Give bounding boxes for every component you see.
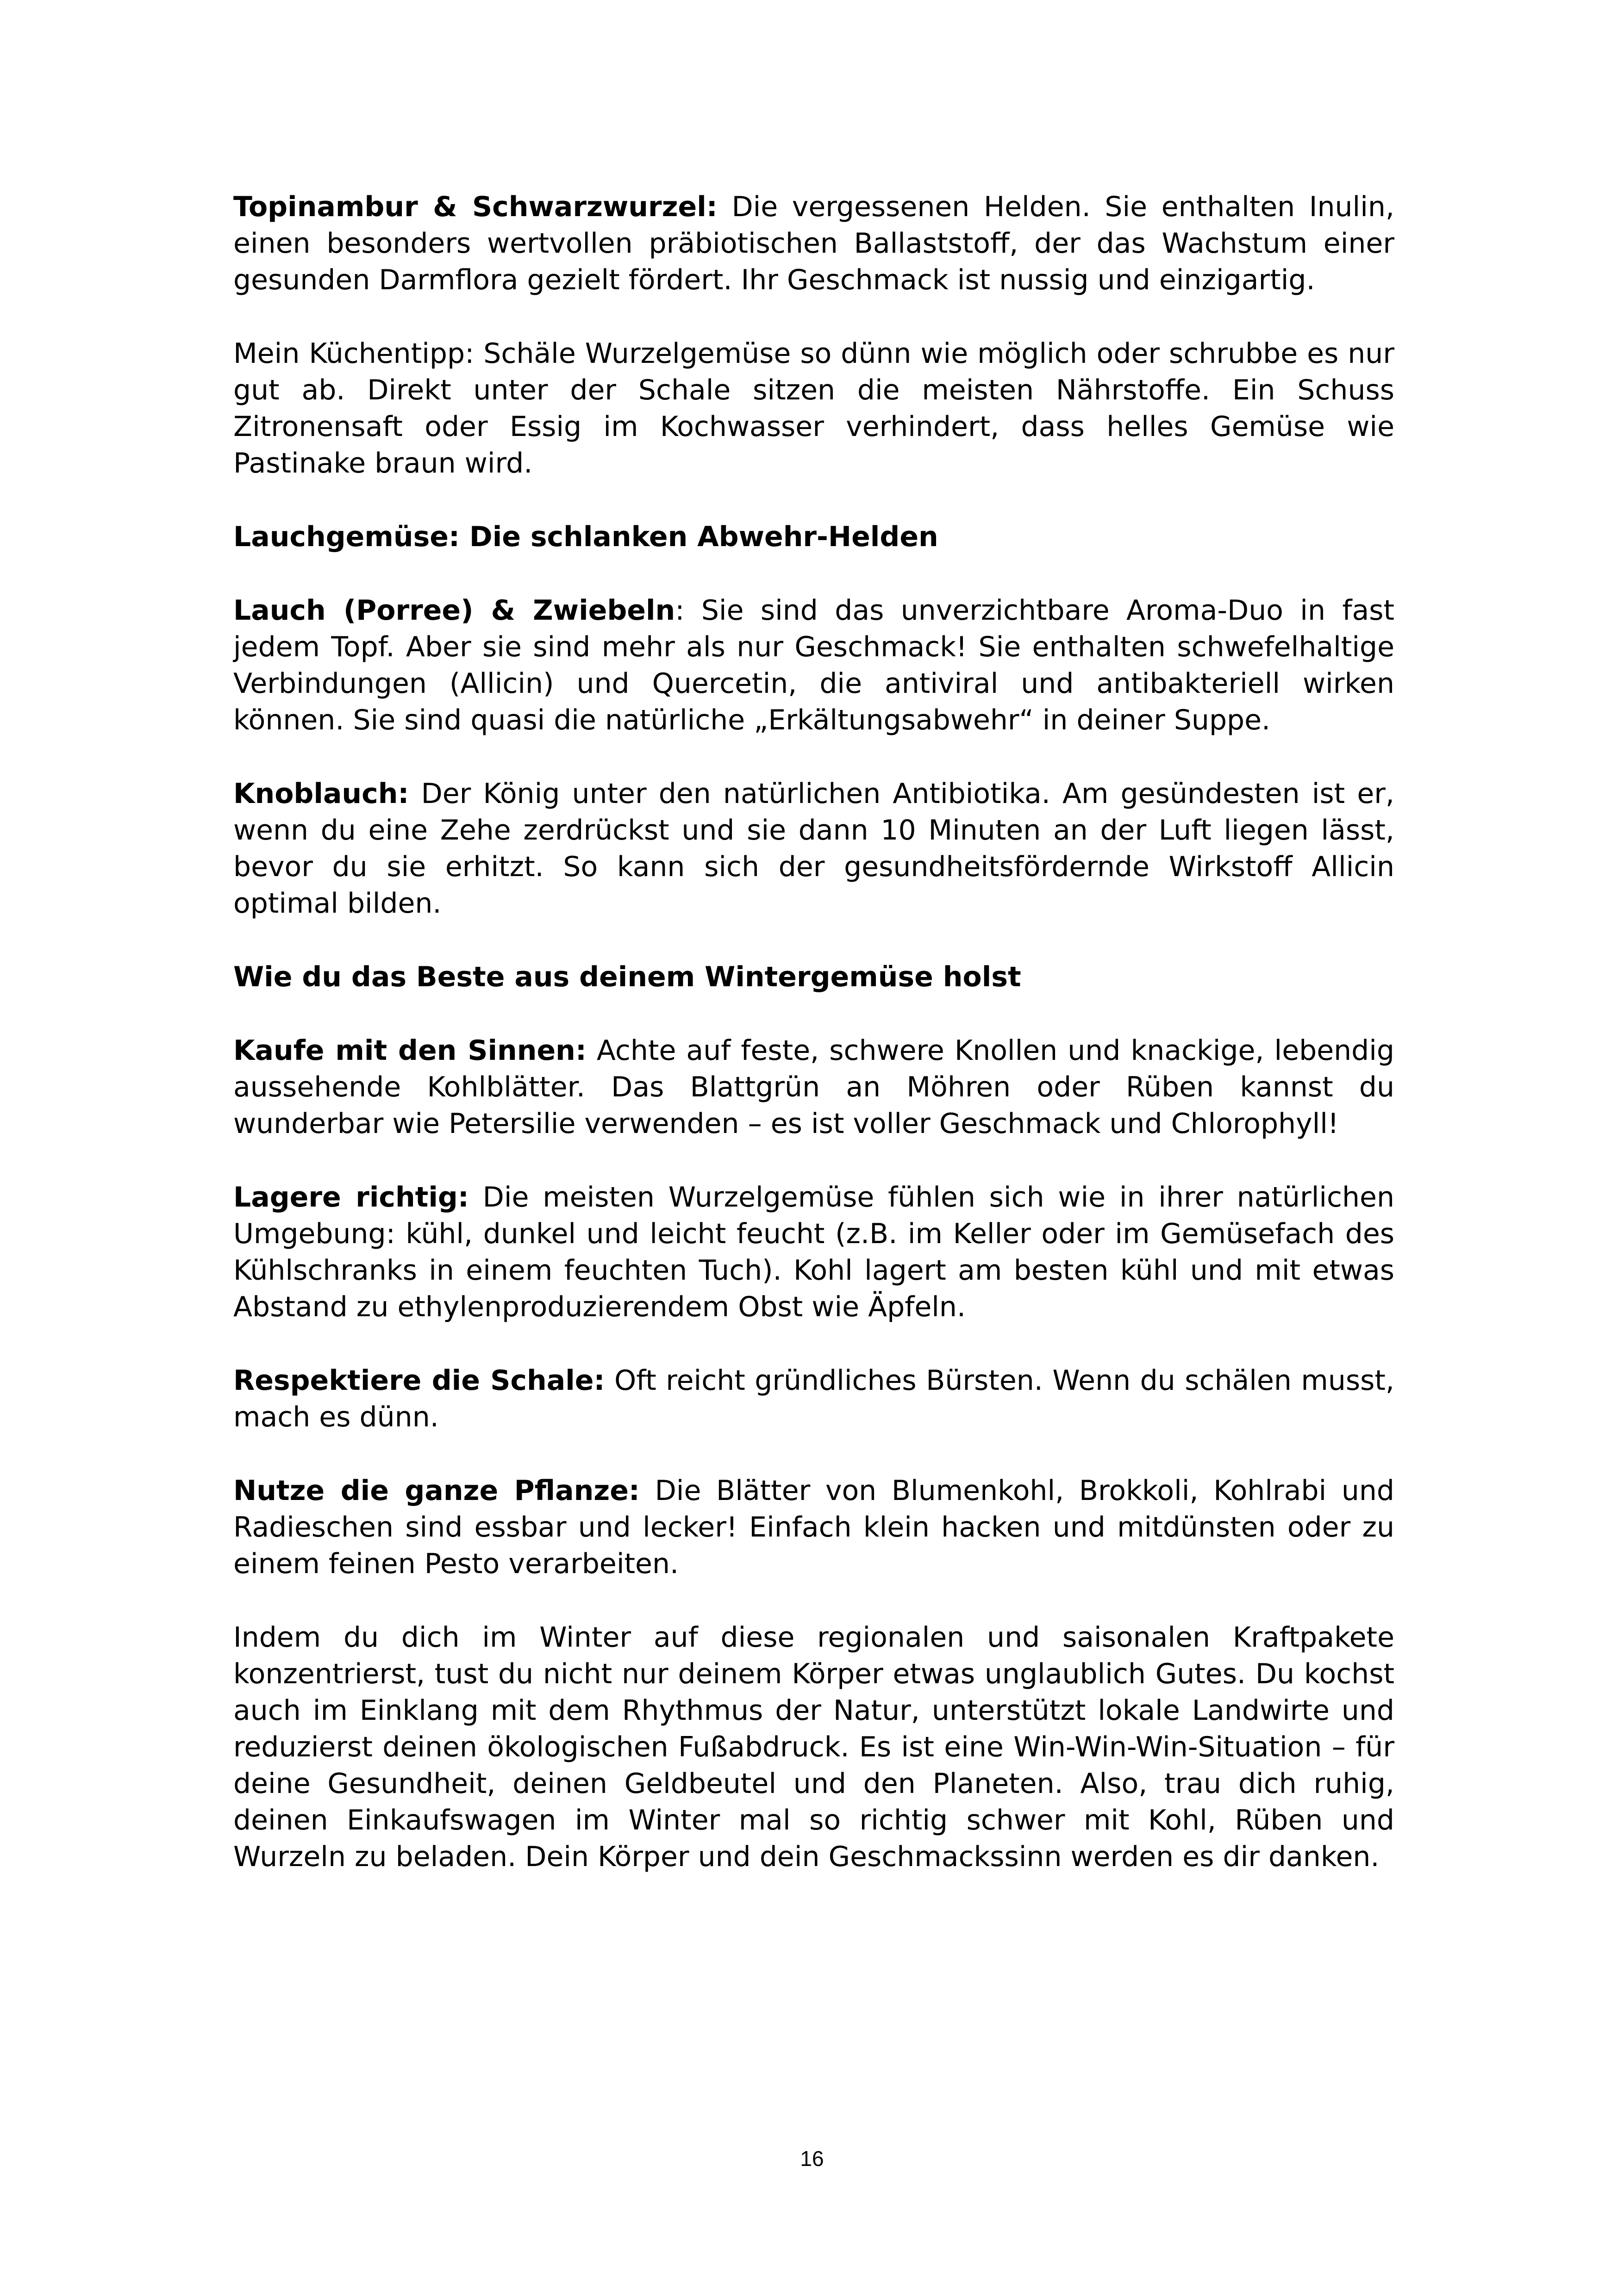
section-heading-tips: Wie du das Beste aus deinem Wintergemüse holst [233,961,1021,993]
paragraph-lead: Lagere richtig: [233,1181,469,1213]
paragraph-text: Der König unter den natürlichen Antibiotika. Am gesündesten ist er, wenn du eine Zehe zerdrückst und sie dann 10 Minuten an der Luft liegen lässt, bevor du sie erhitzt. So kann sich der gesundheitsfördernde Wirkstoff Allicin optimal bilden. [233,778,1394,920]
section-heading-leek: Lauchgemüse: Die schlanken Abwehr-Helden [233,521,938,553]
paragraph-schale [233,1363,1394,1436]
paragraph-text: Oft reicht gründliches Bürsten. Wenn du schälen musst, mach es dünn. [233,1364,1394,1433]
paragraph-text: Mein Küchentipp: Schäle Wurzelgemüse so dünn wie möglich oder schrubbe es nur gut ab. Direkt unter der Schale sitzen die meisten Nährstoffe. Ein Schuss Zitronensaft oder Essig im Kochwasser verhindert, dass helles Gemüse wie Pastinake braun wird. [233,337,1394,479]
paragraph-conclusion [233,1619,1394,1875]
paragraph-text: Die Blätter von Blumenkohl, Brokkoli, Kohlrabi und Radieschen sind essbar und lecker! Einfach klein hacken und mitdünsten oder zu einem feinen Pesto verarbeiten. [233,1475,1394,1580]
paragraph-text: Die meisten Wurzelgemüse fühlen sich wie in ihrer natürlichen Umgebung: kühl, dunkel und leicht feucht (z.B. im Keller oder im Gemüsefach des Kühlschranks in einem feuchten Tuch). Kohl lagert am besten kühl und mit etwas Abstand zu ethylenproduzierendem Obst wie Äpfeln. [233,1181,1394,1323]
paragraph-lead: Kaufe mit den Sinnen: [233,1034,587,1067]
paragraph-lead: Lauch (Porree) & Zwiebeln [233,594,675,627]
paragraph-lead: Nutze die ganze Pflanze: [233,1475,640,1507]
paragraph-text: Die vergessenen Helden. Sie enthalten Inulin, einen besonders wertvollen präbiotischen Ballaststoff, der das Wachstum einer gesunden Darmflora gezielt fördert. Ihr Geschmack ist nussig und einzigartig. [233,191,1394,296]
paragraph-pflanze [233,1473,1394,1582]
paragraph-lead: Topinambur & Schwarzwurzel: [233,191,718,223]
paragraph-lagere [233,1179,1394,1325]
paragraph-lead: Respektiere die Schale: [233,1364,605,1397]
paragraph-text: Achte auf feste, schwere Knollen und knackige, lebendig aussehende Kohlblätter. Das Blattgrün an Möhren oder Rüben kannst du wunderbar wie Petersilie verwenden – es ist voller Geschmack und Chlorophyll! [233,1034,1394,1140]
paragraph-text: Indem du dich im Winter auf diese regionalen und saisonalen Kraftpakete konzentrierst, tust du nicht nur deinem Körper etwas unglaublich Gutes. Du kochst auch im Einklang mit dem Rhythmus der Natur, unterstützt lokale Landwirte und reduzierst deinen ökologischen Fußabdruck. Es ist eine Win-Win-Win-Situation – für deine Gesundheit, deinen Geldbeutel und den Planeten. Also, trau dich ruhig, deinen Einkaufswagen im Winter mal so richtig schwer mit Kohl, Rüben und Wurzeln zu beladen. Dein Körper und dein Geschmackssinn werden es dir danken. [233,1621,1394,1873]
paragraph-topinambur [233,189,1394,299]
paragraph-kitchen-tip [233,336,1394,482]
paragraph-kaufe [233,1033,1394,1142]
page-number: 16 [800,2147,824,2171]
page-content [233,189,1394,1912]
paragraph-text: : Sie sind das unverzichtbare Aroma-Duo in fast jedem Topf. Aber sie sind mehr als nur Geschmack! Sie enthalten schwefelhaltige Verbindungen (Allicin) und Quercetin, die antiviral und antibakteriell wirken können. Sie sind quasi die natürliche „Erkältungsabwehr“ in deiner Suppe. [233,594,1394,736]
paragraph-lead: Knoblauch: [233,778,409,810]
paragraph-knoblauch [233,776,1394,922]
paragraph-lauch-zwiebeln [233,592,1394,739]
